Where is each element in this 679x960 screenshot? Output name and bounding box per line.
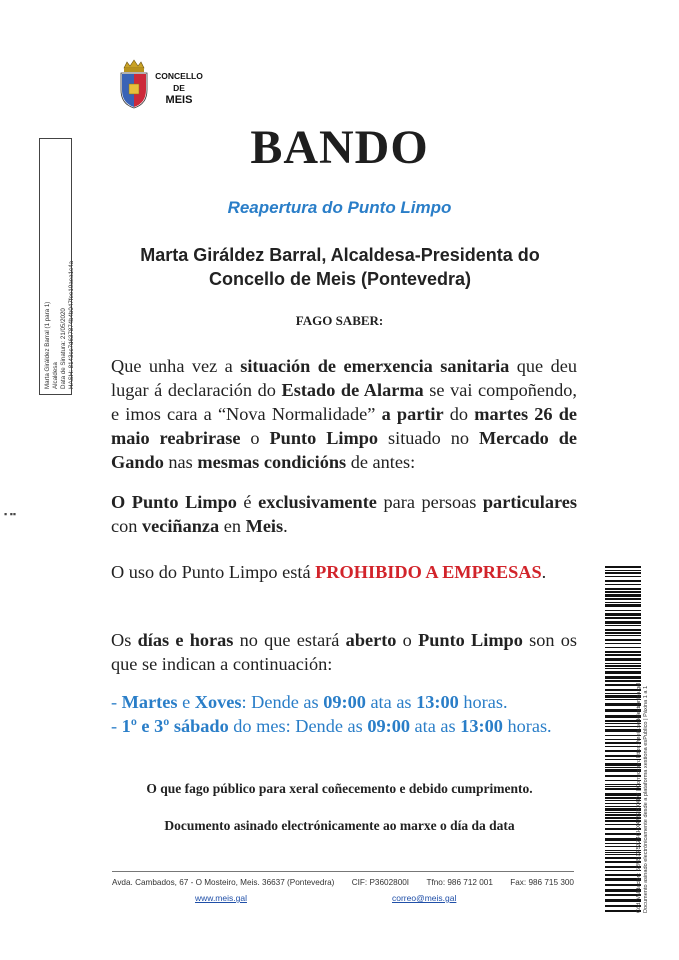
signature-stamp-text xyxy=(41,138,75,393)
p1-text: nas xyxy=(163,452,198,472)
paragraph-reopening xyxy=(111,354,577,474)
p4-text: no que estará xyxy=(233,630,346,650)
schedule-text: horas. xyxy=(502,716,552,736)
schedule-day: Martes xyxy=(121,692,178,712)
schedule-text: do mes: Dende as xyxy=(228,716,368,736)
barcode-bar xyxy=(605,566,641,568)
p1-text: o xyxy=(240,428,270,448)
validation-line: Documento asinado electrónicamente desde a plataforma xestiona esPublico | Páxina 1 a 1 xyxy=(643,685,649,913)
barcode-bar xyxy=(605,598,641,600)
paragraph-schedule-intro xyxy=(111,628,577,676)
p2-bold: Meis xyxy=(245,516,284,536)
p2-bold: exclusivamente xyxy=(258,492,377,512)
stamp-line: Data de Sinatura: 21/05/2020 xyxy=(60,308,67,389)
schedule-text: horas. xyxy=(458,692,508,712)
footer-contact xyxy=(112,878,574,887)
p1-text: do xyxy=(443,404,475,424)
schedule-text: e xyxy=(177,692,195,712)
p4-bold: días e horas xyxy=(137,630,234,650)
stamp-line: Marta Giráldez Barral (1 para 1) xyxy=(44,301,51,389)
signature-note: Documento asinado electrónicamente ao marxe o día da data xyxy=(164,818,515,833)
schedule-text: ata as xyxy=(409,716,461,736)
p2-bold: O Punto Limpo xyxy=(111,492,237,512)
p3-text: . xyxy=(541,562,547,582)
schedule-row-saturdays xyxy=(111,714,577,738)
logo-line-1: CONCELLO xyxy=(155,71,203,81)
p1-bold: situación de emerxencia sanitaria xyxy=(240,356,510,376)
p4-bold: aberto xyxy=(345,630,397,650)
logo-wordmark xyxy=(154,70,204,106)
issuer-line-2: Concello de Meis (Pontevedra) xyxy=(208,269,472,289)
schedule-row-weekdays xyxy=(111,690,577,714)
p2-text: para persoas xyxy=(376,492,483,512)
p1-bold: Punto Limpo xyxy=(269,428,379,448)
p1-text: se vai compoñendo, e imos cara a “Nova Normalidade” xyxy=(111,380,577,424)
p1-bold: Mercado de Gando xyxy=(111,428,577,472)
barcode-bar xyxy=(605,570,641,571)
coat-of-arms-logo xyxy=(118,58,150,110)
prohibited-warning: PROHIBIDO A EMPRESAS xyxy=(315,562,542,582)
p2-text: con xyxy=(111,516,142,536)
barcode-bar xyxy=(605,580,641,582)
barcode-bar xyxy=(605,572,641,574)
schedule-time: 09:00 xyxy=(367,716,410,736)
p1-bold: mesmas condicións xyxy=(197,452,347,472)
barcode-bar xyxy=(605,610,641,611)
email-link[interactable]: correo@meis.gal xyxy=(392,893,457,903)
p3-text: O uso do Punto Limpo está xyxy=(111,562,316,582)
p2-bold: particulares xyxy=(482,492,577,512)
schedule-text: - xyxy=(111,716,122,736)
barcode-bar xyxy=(605,602,641,603)
p2-text: en xyxy=(219,516,246,536)
stamp-line: HASH: 8143cc7d637874b4b047fee10aea1c4a xyxy=(68,261,75,389)
p1-text: situado no xyxy=(378,428,480,448)
schedule-text: - xyxy=(111,692,122,712)
barcode-bar xyxy=(605,584,641,585)
p1-bold: Estado de Alarma xyxy=(281,380,424,400)
p4-text: Os xyxy=(111,630,138,650)
p1-text: Que unha vez a xyxy=(111,356,241,376)
footer-phone: Tfno: 986 712 001 xyxy=(426,878,493,887)
document-subtitle: Reapertura do Punto Limpo xyxy=(227,198,452,217)
p4-text: o xyxy=(396,630,419,650)
signature-stamp xyxy=(39,138,75,395)
schedule-day: Xoves xyxy=(194,692,242,712)
p1-bold: a partir xyxy=(381,404,444,424)
document-title: BANDO xyxy=(250,121,429,174)
p2-text: . xyxy=(283,516,288,536)
p2-bold: veciñanza xyxy=(141,516,220,536)
barcode-bar xyxy=(605,594,641,597)
logo-line-3: MEIS xyxy=(165,94,193,106)
logo-line-2: DE xyxy=(173,83,185,93)
stamp-line: Alcaldesa xyxy=(52,362,59,389)
footer-fax: Fax: 986 715 300 xyxy=(510,878,574,887)
barcode-bar xyxy=(605,576,641,577)
barcode-bar xyxy=(605,591,641,593)
schedule-time: 13:00 xyxy=(416,692,459,712)
fago-saber-heading: FAGO SABER: xyxy=(295,313,384,328)
closing-statement: O que fago público para xeral coñecemento e debido cumprimento. xyxy=(146,781,533,796)
validation-text xyxy=(636,613,666,913)
p1-text: que deu lugar á declaración do xyxy=(111,356,577,400)
schedule-text: : Dende as xyxy=(241,692,324,712)
footer-cif: CIF: P3602800I xyxy=(351,878,410,887)
paragraph-prohibited xyxy=(111,560,577,584)
schedule-time: 13:00 xyxy=(460,716,503,736)
schedule-text: ata as xyxy=(365,692,417,712)
margin-mark: ▪ ▪▪ xyxy=(4,509,17,519)
p4-bold: Punto Limpo xyxy=(418,630,523,650)
issuer-line-1: Marta Giráldez Barral, Alcaldesa-Presidenta do xyxy=(140,245,540,265)
barcode-bar xyxy=(605,604,641,607)
p4-text: son os que se indican a continuación: xyxy=(111,630,578,674)
schedule-time: 09:00 xyxy=(323,692,366,712)
p2-text: é xyxy=(236,492,259,512)
paragraph-exclusive xyxy=(111,490,577,538)
p1-bold: martes 26 de maio reabrirase xyxy=(111,404,577,448)
barcode-bar xyxy=(605,588,641,590)
schedule-list xyxy=(111,690,577,738)
footer-divider xyxy=(112,871,574,872)
validation-line: Cód. Validación: 52MSXF5ZZ4CHX47Z9RXXDY | Corrección: https://meis.sedelectronica.gal xyxy=(636,682,642,913)
issuer-heading xyxy=(90,243,590,291)
website-link[interactable]: www.meis.gal xyxy=(195,893,247,903)
schedule-day: 1º e 3º sábado xyxy=(121,716,229,736)
footer-address: Avda. Cambados, 67 - O Mosteiro, Meis. 36637 (Pontevedra) xyxy=(112,878,335,887)
p1-text: de antes: xyxy=(346,452,416,472)
